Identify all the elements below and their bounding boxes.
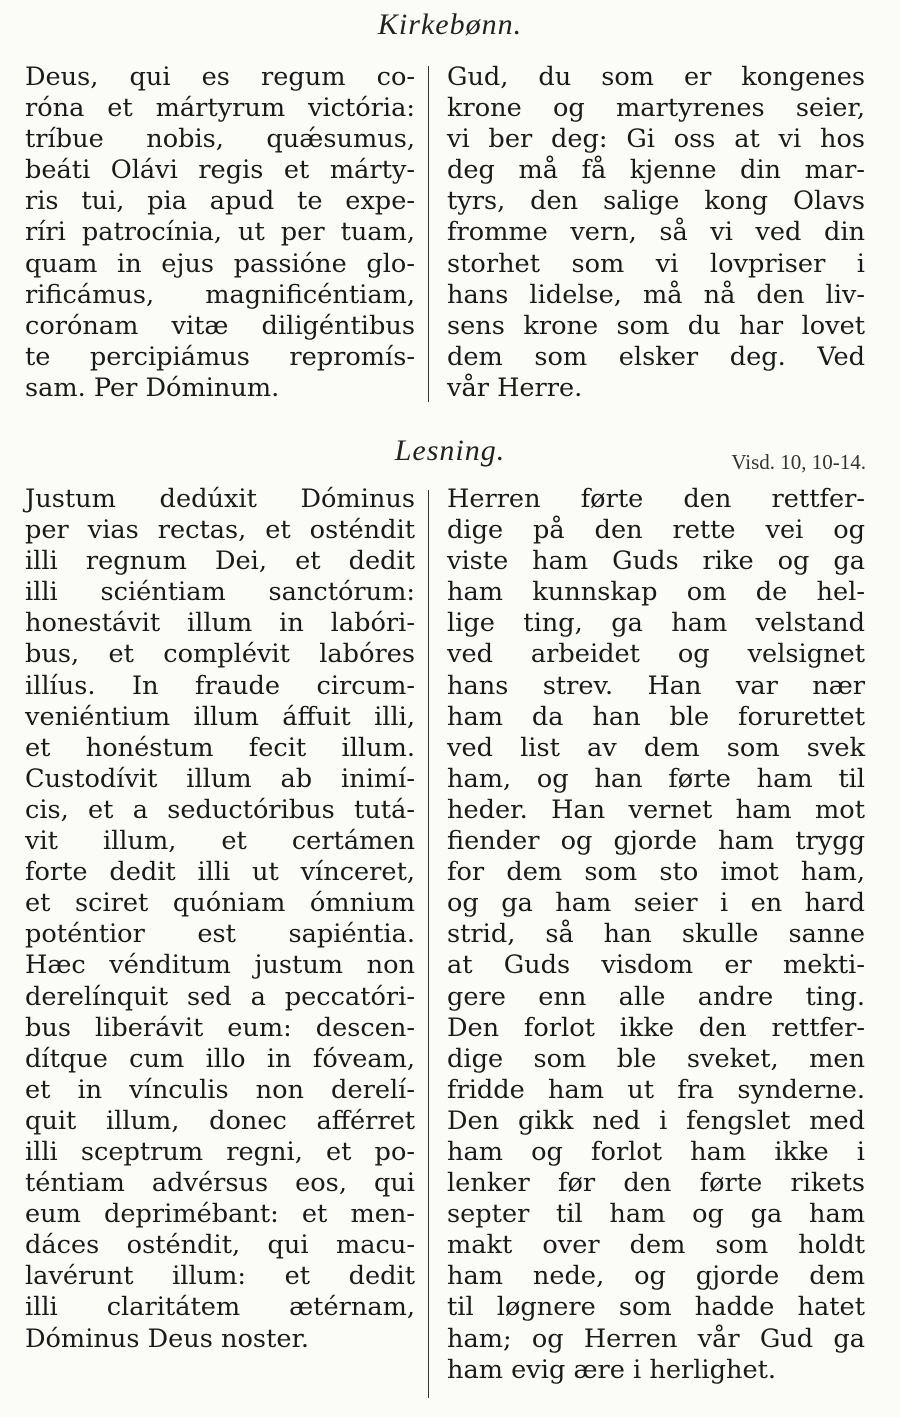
- text-line: for dem som sto imot ham,: [447, 857, 865, 888]
- text-line: sam. Per Dóminum.: [25, 372, 280, 403]
- text-line: quit illum, donec afférret: [25, 1105, 415, 1136]
- text-line: at Guds visdom er mekti-: [447, 950, 865, 981]
- text-line: til løgnere som hadde hatet: [447, 1292, 865, 1323]
- text-line: dige som ble sveket, men: [447, 1043, 865, 1074]
- text-line: sens krone som du har lovet: [447, 310, 865, 341]
- text-line: cis, et a seductóribus tutá-: [25, 794, 415, 825]
- norwegian-reading-text: [447, 484, 865, 1386]
- norwegian-column-prayer: [447, 62, 865, 404]
- text-line: dítque cum illo in fóveam,: [25, 1043, 415, 1074]
- text-line: ham; og Herren vår Gud ga: [447, 1323, 865, 1354]
- text-line: lenker før den førte rikets: [447, 1168, 865, 1199]
- text-line: per vias rectas, et osténdit: [25, 515, 415, 546]
- section-heading-lesning: Lesning.: [394, 434, 506, 467]
- text-line: og ga ham seier i en hard: [447, 888, 865, 919]
- text-line: ham evig ære i herlighet.: [447, 1354, 777, 1385]
- text-line: ríri patrocínia, ut per tuam,: [25, 217, 415, 248]
- text-line: fridde ham ut fra synderne.: [447, 1074, 865, 1105]
- text-line: ved arbeidet og velsignet: [447, 639, 865, 670]
- text-line: Den forlot ikke den rettfer-: [447, 1012, 865, 1043]
- column-divider: [428, 66, 429, 402]
- text-line: Hæc vénditum justum non: [25, 950, 415, 981]
- norwegian-prayer-text: [447, 62, 865, 404]
- text-line: dem som elsker deg. Ved: [447, 341, 865, 372]
- text-line: derelínquit sed a peccatóri-: [25, 981, 415, 1012]
- text-line: deg må få kjenne din mar-: [447, 155, 865, 186]
- text-line: ris tui, pia apud te expe-: [25, 186, 415, 217]
- text-line: Dóminus Deus noster.: [25, 1323, 310, 1354]
- text-line: gere enn alle andre ting.: [447, 981, 865, 1012]
- section-heading-kirkebonn: Kirkebønn.: [377, 8, 523, 41]
- text-line: heder. Han vernet ham mot: [447, 794, 865, 825]
- text-line: Justum dedúxit Dóminus: [25, 484, 415, 514]
- text-line: fromme vern, så vi ved din: [447, 217, 865, 248]
- text-line: corónam vitæ diligéntibus: [25, 310, 415, 341]
- text-line: krone og martyrenes seier,: [447, 93, 865, 124]
- text-line: Den gikk ned i fengslet med: [447, 1105, 865, 1136]
- text-line: illíus. In fraude circum-: [25, 670, 415, 701]
- text-line: te percipiámus repromís-: [25, 341, 415, 372]
- text-line: hans lidelse, må nå den liv-: [447, 279, 865, 310]
- text-line: eum deprimébant: et men-: [25, 1199, 415, 1230]
- column-divider: [428, 490, 429, 1398]
- text-line: strid, så han skulle sanne: [447, 919, 865, 950]
- text-line: vit illum, et certámen: [25, 826, 415, 857]
- text-line: tyrs, den salige kong Olavs: [447, 186, 865, 217]
- text-line: Gud, du som er kongenes: [447, 62, 865, 92]
- text-line: storhet som vi lovpriser i: [447, 248, 865, 279]
- text-line: ham, og han førte ham til: [447, 763, 865, 794]
- text-line: illi regnum Dei, et dedit: [25, 546, 415, 577]
- text-line: illi claritátem ætérnam,: [25, 1292, 415, 1323]
- text-line: viste ham Guds rike og ga: [447, 546, 865, 577]
- norwegian-column-reading: [447, 484, 865, 1386]
- text-line: Herren førte den rettfer-: [447, 484, 865, 514]
- text-line: bus, et complévit labóres: [25, 639, 415, 670]
- text-line: et sciret quóniam ómnium: [25, 888, 415, 919]
- text-line: septer til ham og ga ham: [447, 1199, 865, 1230]
- text-line: fiender og gjorde ham trygg: [447, 826, 865, 857]
- text-line: beáti Olávi regis et márty-: [25, 155, 415, 186]
- scripture-reference: Visd. 10, 10-14.: [731, 450, 866, 474]
- text-line: et honéstum fecit illum.: [25, 732, 415, 763]
- text-line: et in vínculis non derelí-: [25, 1074, 415, 1105]
- text-line: lige ting, ga ham velstand: [447, 608, 865, 639]
- latin-prayer-text: [25, 62, 415, 404]
- text-line: ham nede, og gjorde dem: [447, 1261, 865, 1292]
- text-line: illi sciéntiam sanctórum:: [25, 577, 415, 608]
- text-line: hans strev. Han var nær: [447, 670, 865, 701]
- text-line: Deus, qui es regum co-: [25, 62, 415, 92]
- text-line: honestávit illum in labóri-: [25, 608, 415, 639]
- text-line: rificámus, magnificéntiam,: [25, 279, 415, 310]
- text-line: bus liberávit eum: descen-: [25, 1012, 415, 1043]
- text-line: Custodívit illum ab inimí-: [25, 763, 415, 794]
- text-line: vår Herre.: [447, 372, 583, 403]
- text-line: ham da han ble forurettet: [447, 701, 865, 732]
- text-line: veniéntium illum áffuit illi,: [25, 701, 415, 732]
- text-line: téntiam advérsus eos, qui: [25, 1168, 415, 1199]
- text-line: quam in ejus passióne glo-: [25, 248, 415, 279]
- text-line: róna et mártyrum victória:: [25, 93, 415, 124]
- text-line: ved list av dem som svek: [447, 732, 865, 763]
- text-line: dáces osténdit, qui macu-: [25, 1230, 415, 1261]
- text-line: vi ber deg: Gi oss at vi hos: [447, 124, 865, 155]
- text-line: illi sceptrum regni, et po-: [25, 1136, 415, 1167]
- text-line: poténtior est sapiéntia.: [25, 919, 415, 950]
- text-line: ham og forlot ham ikke i: [447, 1136, 865, 1167]
- text-line: makt over dem som holdt: [447, 1230, 865, 1261]
- latin-column-prayer: [25, 62, 415, 404]
- text-line: ham kunnskap om de hel-: [447, 577, 865, 608]
- text-line: tríbue nobis, quǽsumus,: [25, 124, 415, 155]
- text-line: forte dedit illi ut vínceret,: [25, 857, 415, 888]
- text-line: lavérunt illum: et dedit: [25, 1261, 415, 1292]
- latin-reading-text: [25, 484, 415, 1355]
- latin-column-reading: [25, 484, 415, 1355]
- text-line: dige på den rette vei og: [447, 515, 865, 546]
